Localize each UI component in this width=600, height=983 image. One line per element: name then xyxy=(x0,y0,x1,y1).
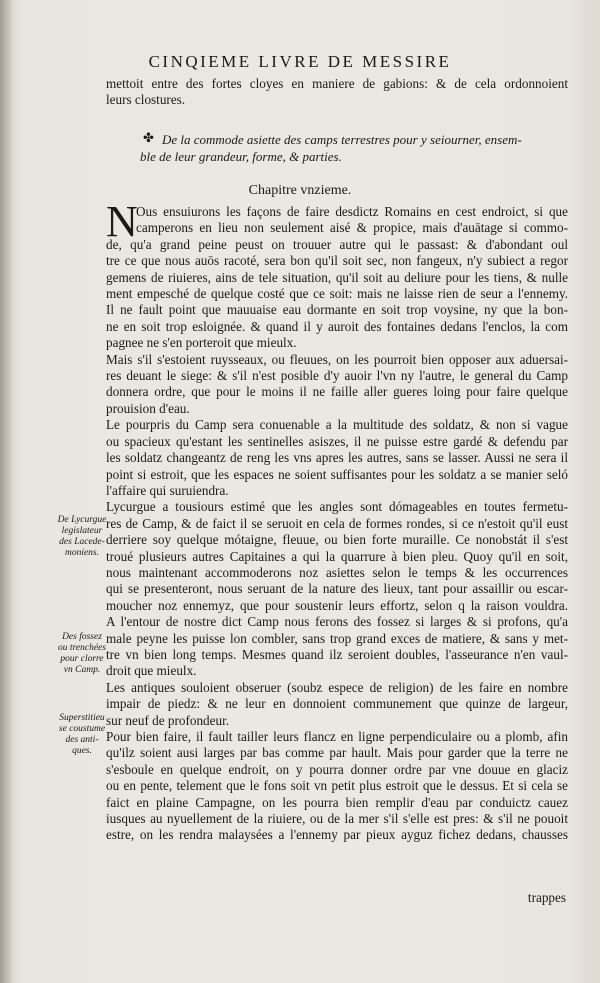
body-line: les soldatz changeantz de reng les vns apres les autres, sans se lasser. Aussi ne sera il xyxy=(106,450,568,466)
subtitle-line: De la commode asiette des camps terrestres pour y seiourner, ensem- xyxy=(162,132,522,147)
body-line: troué plusieurs autres Capitaines a qui la quarrure à bien pleu. Quoy qu'il en soit, xyxy=(106,548,568,564)
body-line: moucher noz ennemyz, que pour soustenir leurs effortz, selon q la raison vouldra. xyxy=(106,597,568,613)
fleuron-icon: ✤ xyxy=(143,131,154,146)
catchword: trappes xyxy=(527,890,566,905)
margin-line: des anti- xyxy=(65,735,99,745)
margin-line: des Lacede- xyxy=(59,537,105,547)
body-line: s'esboule en quelque endroit, on y pourra donner ordre par vne douue en glaciz xyxy=(106,761,568,777)
body-line: faict en plaine Campagne, on les pourra bien remplir d'eau par conduictz cauez xyxy=(106,794,568,810)
body-line: de, qu'a grand peine peust on trouuer autre qui le passast: & d'abondant oul xyxy=(106,236,568,252)
body-line: Les antiques souloient obseruer (soubz espece de religion) de les faire en nombre xyxy=(106,679,568,695)
body-line: res deuant le siege: & s'il n'est posible d'y auoir l'vn ny l'autre, le general du Camp xyxy=(106,368,568,384)
gutter-shadow xyxy=(0,0,14,983)
body-line: Mais s'il s'estoient ruysseaux, ou fleuues, on les pourroit bien opposer aux aduersai- xyxy=(106,351,568,367)
body-line: ou spacieux qu'estant les sentinelles asiszes, il ne puisse estre gardé & defendu par xyxy=(106,433,568,449)
body-line: tre ce que nous auōs racoté, sera bon qu'il soit sec, non fangeux, n'y subiect a regor xyxy=(106,253,568,269)
running-title: CINQIEME LIVRE DE MESSIRE xyxy=(148,52,452,71)
margin-line: se coustume xyxy=(58,724,106,734)
body-line: Ous ensuiurons les façons de faire desdictz Romains en cest endroict, si que xyxy=(136,204,568,219)
body-line: Il ne fault point que mauuaise eau dormante en soit trop voysine, ny que la bon- xyxy=(106,302,568,318)
body-line: sur neuf de profondeur. xyxy=(106,712,230,728)
margin-line: Superstitieu xyxy=(59,713,105,723)
body-line: tre vn bien long temps. Mesmes quand ilz seroient doubles, l'asseurance n'en vaul- xyxy=(106,646,568,662)
body-line: qu'ilz soient ausi larges par bas comme par hault. Mais pour garder que la terre ne xyxy=(106,745,568,761)
body-line: Pour bien faire, il fault tailler leurs flancz en ligne perpendiculaire ou a plomb, afin xyxy=(106,729,568,744)
body-line: gemens de riuieres, ains de tele situation, qu'il soit au deliure pour les tiens, & nulle xyxy=(106,269,568,285)
body-line: ne en soit trop esloignée. & quand il y auroit des fontaines dedans l'enclos, la com xyxy=(106,318,568,334)
body-line: res de Camp, & de faict il se seruoit en cela de formes rondes, si ce n'estoit qu'il eust xyxy=(106,515,568,531)
body-line: donnera ordre, que pour le moins il ne faille aller gueres loing pour faire quelque xyxy=(106,384,568,400)
margin-line: ques. xyxy=(72,746,92,756)
margin-line: pour clorre xyxy=(60,654,104,664)
body-line: impair de piedz: & ne leur en donnoient communement que quinze de largeur, xyxy=(106,696,568,712)
body-line: qui se presenteront, nous seruant de la nature des lieux, tant pour assaillir ou escar- xyxy=(106,581,568,597)
body-line: droit que mieulx. xyxy=(106,663,197,679)
chapter-heading: Chapitre vnzieme. xyxy=(248,183,352,198)
drop-initial: N xyxy=(106,197,138,246)
margin-line: ou trenchées xyxy=(58,643,106,653)
body-line: point si estroit, que les espaces ne soient suffisantes pour les soldatz a se manier seló xyxy=(106,466,568,482)
body-line: iusques au nyuellement de la riuiere, ou de la mer s'il s'elle est pres: & s'il ne pouoit xyxy=(106,811,568,827)
text-block-top xyxy=(106,76,568,109)
body-line: Lycurgue a tousiours estimé que les angles sont dómageables en toutes fermetu- xyxy=(106,499,568,515)
body-line: nous maintenant accommoderons noz asiettes selon le temps & les occurrences xyxy=(106,564,568,580)
subtitle-line: ble de leur grandeur, forme, & parties. xyxy=(140,149,342,164)
body-line: ou en pente, telement que le fons soit vn petit plus estroit que le dessus. Et si cela se xyxy=(106,778,568,794)
body-line: A l'entour de nostre dict Camp nous ferons des fossez si larges & si profons, qu'a xyxy=(106,614,568,630)
body-line: camperons en lieu non seulement aisé & propice, mais d'auātage si commo- xyxy=(136,220,568,236)
margin-note-lycurgue xyxy=(56,515,108,559)
body-line: male peyne les puisse lon combler, sans trop grand exces de matiere, & sans y met- xyxy=(106,630,568,646)
margin-line: vn Camp. xyxy=(63,665,101,675)
margin-note-fossez xyxy=(56,632,108,676)
margin-line: Des fossez xyxy=(62,632,102,642)
chapter-subtitle xyxy=(140,131,560,165)
body-line: pagnee ne s'en porteroit que mieulx. xyxy=(106,335,297,351)
margin-note-superstition xyxy=(56,713,108,757)
margin-line: legislateur xyxy=(61,526,103,536)
body-text xyxy=(106,197,568,844)
body-line: ment empesché de quelque costé que ce soit: mais ne laisse rien de seur a l'ennemy. xyxy=(106,286,568,302)
body-line: derriere soy quelque mótaigne, fleuue, ou bien forte muraille. Ce nonobstát il s'est xyxy=(106,532,568,548)
text-line: leurs clostures. xyxy=(106,92,186,108)
body-line: prouision d'eau. xyxy=(106,400,190,416)
body-line: estre, on les rendra malaysées a l'ennemy par pieux ayguz fichez dedans, chausses xyxy=(106,827,568,843)
body-line: l'affaire qui suruiendra. xyxy=(106,482,229,498)
text-line: mettoit entre des fortes cloyes en maniere de gabions: & de cela ordonnoient xyxy=(106,76,568,91)
body-line: Le pourpris du Camp sera conuenable a la multitude des soldatz, & non si vague xyxy=(106,417,568,433)
margin-line: moniens. xyxy=(64,548,100,558)
margin-line: De Lycurgue xyxy=(57,515,107,525)
